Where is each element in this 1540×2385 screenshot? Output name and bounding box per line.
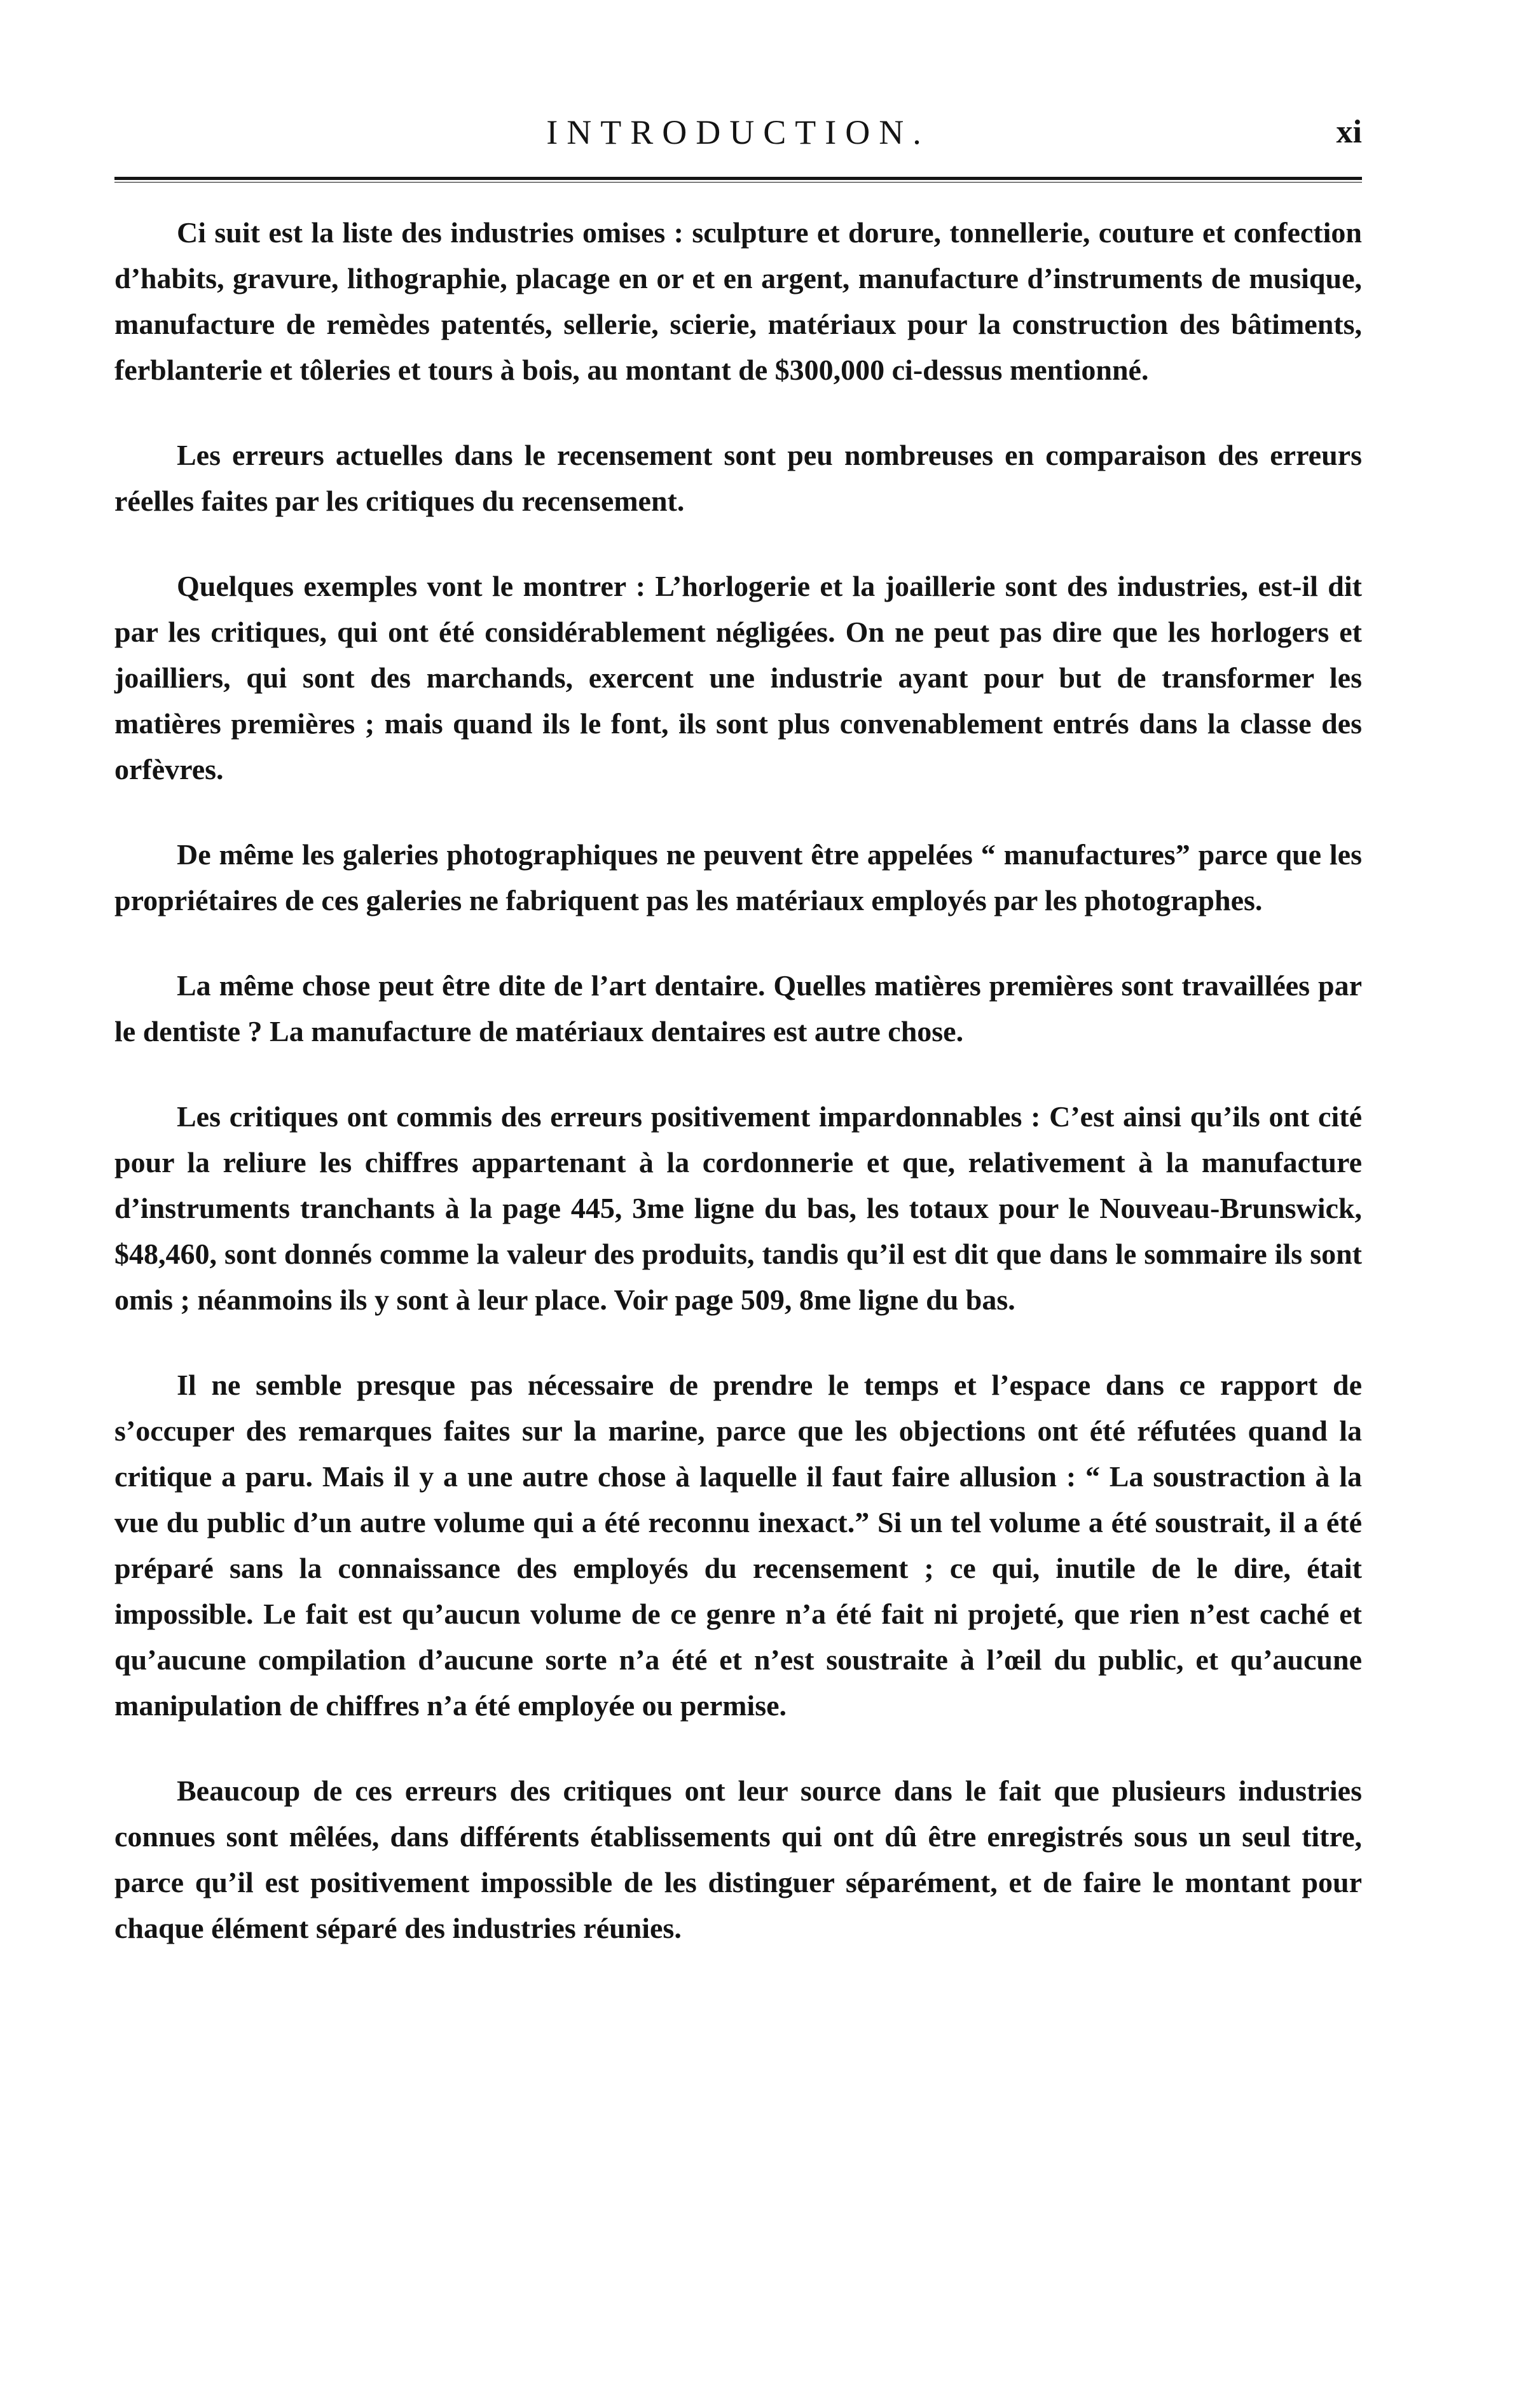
header-rule: [114, 177, 1362, 183]
paragraph-dentistry: La même chose peut être dite de l’art dentaire. Quelles matières premières sont travaillées par le dentiste ? La manufacture de matériaux dentaires est autre chose.: [114, 969, 1362, 1047]
paragraph-withdrawn-volume: Il ne semble presque pas nécessaire de prendre le temps et l’espace dans ce rapport de s’occuper des remarques faites sur la marine, parce que les objections ont été réfutées quand la critique a paru. Mais il y a une autre chose à laquelle il faut faire allusion : “ La soustraction à la vue du public d’un autre volume qui a été reconnu inexact.” Si un tel volume a été soustrait, il a été préparé sans la connaissance des employés du recensement ; ce qui, inutile de le dire, était impossible. Le fait est qu’aucun volume de ce genre n’a été fait ni projeté, que rien n’est caché et qu’aucune compilation d’aucune sorte n’a été et n’est soustraite à l’œil du public, et qu’aucune manipulation de chiffres n’a été employée ou permise.: [114, 1369, 1362, 1722]
page-number: xi: [1336, 114, 1362, 150]
running-head: [114, 107, 1362, 158]
paragraph-actual-errors: Les erreurs actuelles dans le recensement sont peu nombreuses en comparaison des erreurs réelles faites par les critiques du recensement.: [114, 439, 1362, 517]
paragraph-omitted-industries: Ci suit est la liste des industries omises : sculpture et dorure, tonnellerie, couture et confection d’habits, gravure, lithographie, placage en or et en argent, manufacture d’instruments de musique, manufacture de remèdes patentés, sellerie, scierie, matériaux pour la construction des bâtiments, ferblanterie et tôleries et tours à bois, au montant de $300,000 ci-dessus mentionné.: [114, 216, 1362, 386]
paragraph-watchmaking-examples: Quelques exemples vont le montrer : L’horlogerie et la joaillerie sont des industries, est-il dit par les critiques, qui ont été considérablement négligées. On ne peut pas dire que les horlogers et joailliers, qui sont des marchands, exercent une industrie ayant pour but de transformer les matières premières ; mais quand ils le font, ils sont plus convenablement entrés dans la classe des orfèvres.: [114, 570, 1362, 785]
paragraph-photo-galleries: De même les galeries photographiques ne peuvent être appelées “ manufactures” parce que les propriétaires de ces galeries ne fabriquent pas les matériaux employés par les photographes.: [114, 838, 1362, 916]
paragraph-unpardonable-errors: Les critiques ont commis des erreurs positivement impardonnables : C’est ainsi qu’ils ont cité pour la reliure les chiffres appartenant à la cordonnerie et que, relativement à la manufacture d’instruments tranchants à la page 445, 3me ligne du bas, les totaux pour le Nouveau-Brunswick, $48,460, sont donnés comme la valeur des produits, tandis qu’il est dit que dans le sommaire ils sont omis ; néanmoins ils y sont à leur place. Voir page 509, 8me ligne du bas.: [114, 1100, 1362, 1316]
paragraph-mixed-industries: Beaucoup de ces erreurs des critiques ont leur source dans le fait que plusieurs industries connues sont mêlées, dans différents établissements qui ont dû être enregistrés sous un seul titre, parce qu’il est positivement impossible de les distinguer séparément, et de faire le montant pour chaque élément séparé des industries réunies.: [114, 1774, 1362, 1944]
body-text: [114, 210, 1362, 1991]
page-title: INTRODUCTION.: [546, 113, 930, 151]
